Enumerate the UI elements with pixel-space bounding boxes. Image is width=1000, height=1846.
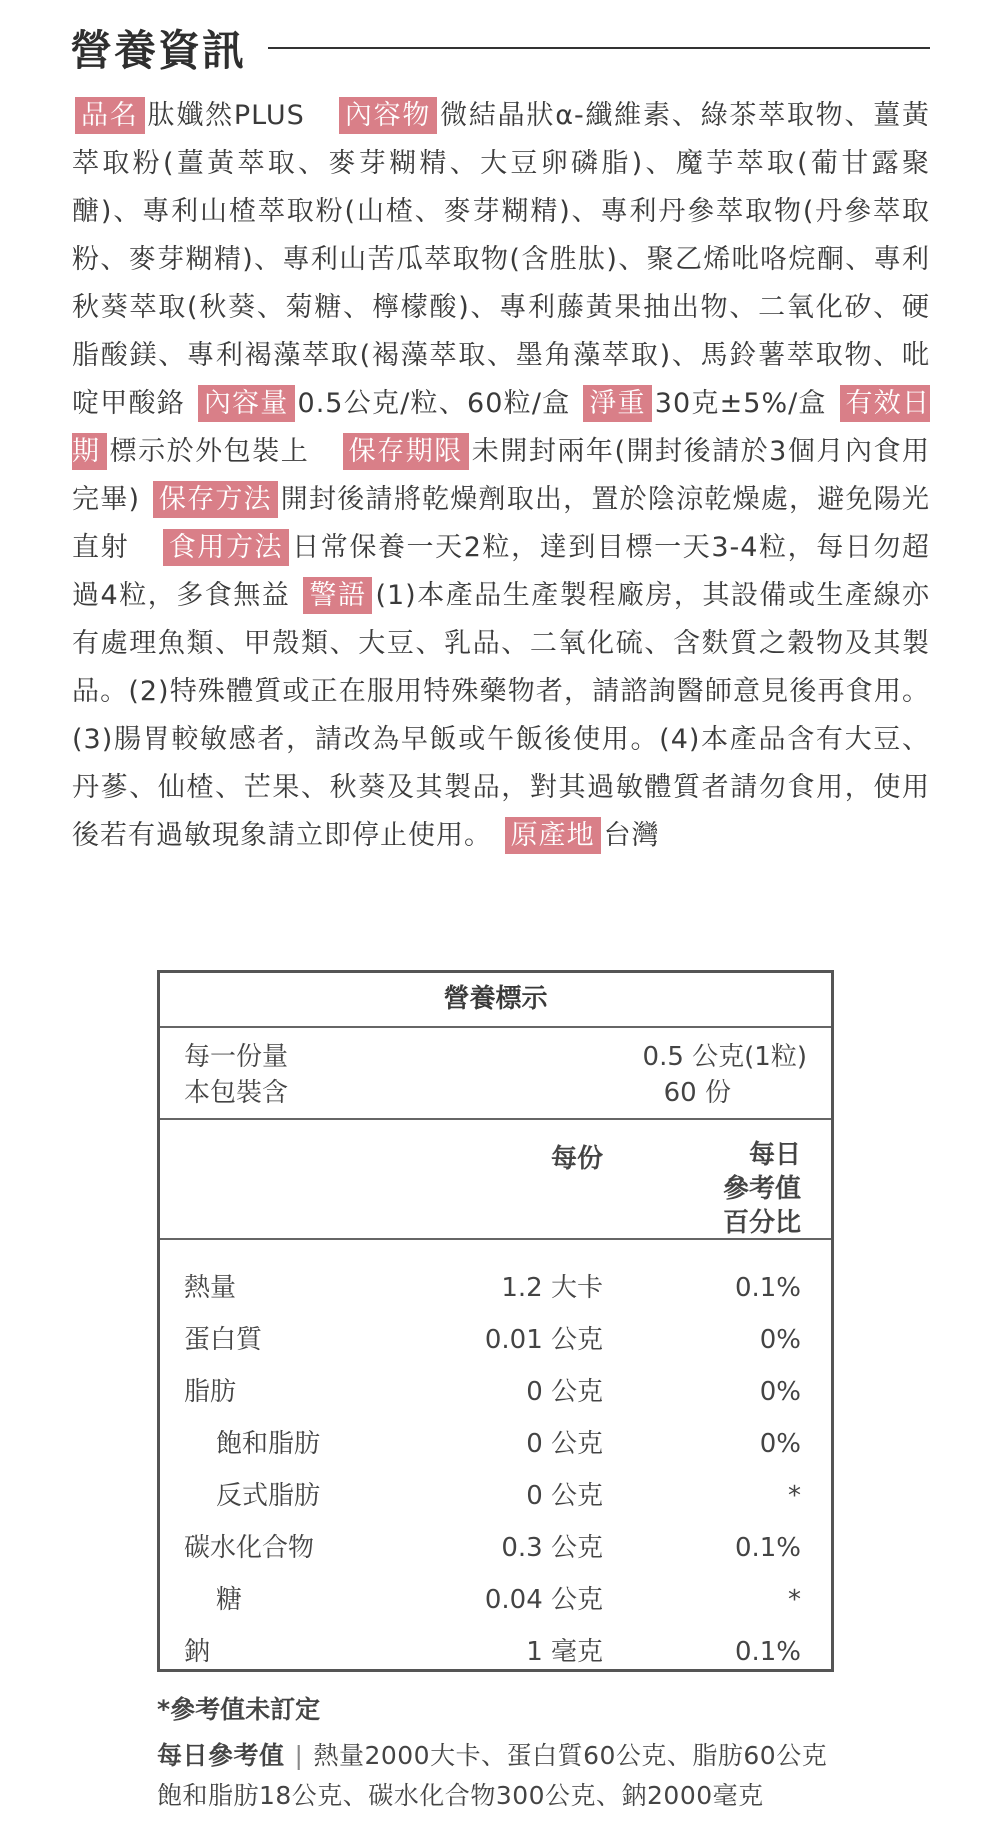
nutrient-name: 反式脂肪	[216, 1481, 321, 1511]
serving-info	[160, 1028, 831, 1120]
nutrient-amount: 0 公克	[526, 1429, 603, 1459]
nutrient-percent: *	[788, 1585, 801, 1615]
table-row	[160, 1366, 831, 1418]
per-serving-header: 每份	[550, 1144, 603, 1174]
contents-tag: 內容物	[339, 97, 437, 134]
nutrient-amount: 1 毫克	[526, 1637, 603, 1667]
product-name-tag: 品名	[75, 97, 145, 134]
nutrition-column-header	[160, 1120, 831, 1240]
daily-reference-values-2: 飽和脂肪18公克、碳水化合物300公克、鈉2000毫克	[157, 1781, 764, 1810]
serving-value: 0.5 公克(1粒)	[642, 1042, 807, 1072]
nutrient-amount: 0.04 公克	[484, 1585, 603, 1615]
separator: |	[294, 1741, 304, 1770]
table-row	[160, 1418, 831, 1470]
nutrition-table	[157, 970, 834, 1672]
usage-value: 日常保養一天2粒，達到目標一天3-4粒，每日勿超過4粒，多食無益	[72, 532, 931, 611]
daily-value-header-line1: 每日	[748, 1140, 801, 1170]
nutrient-name: 飽和脂肪	[216, 1429, 321, 1459]
storage-tag: 保存方法	[153, 481, 278, 518]
capacity-tag: 內容量	[198, 385, 295, 422]
package-value: 60 份	[663, 1078, 731, 1108]
origin-value: 台灣	[603, 820, 660, 851]
warning-value: (1)本產品生產製程廠房，其設備或生產線亦有處理魚類、甲殼類、大豆、乳品、二氧化硫、含麩質之穀物及其製品。(2)特殊體質或正在服用特殊藥物者，請諮詢醫師意見後再食用。(3)腸胃較敏感者，請改為早飯或午飯後使用。(4)本產品含有大豆、丹蔘、仙楂、芒果、秋葵及其製品，對其過敏體質者請勿食用，使用後若有過敏現象請立即停止使用。	[72, 580, 931, 851]
product-name-value: 肽孅然PLUS	[147, 100, 305, 131]
daily-value-header	[723, 1138, 801, 1240]
net-weight-tag: 淨重	[583, 385, 652, 422]
contents-value: 微結晶狀α-纖維素、綠茶萃取物、薑黃萃取粉(薑黃萃取、麥芽糊精、大豆卵磷脂)、魔芋萃取(葡甘露聚醣)、專利山楂萃取粉(山楂、麥芽糊精)、專利丹參萃取物(丹參萃取粉、麥芽糊精)、專利山苦瓜萃取物(含胜肽)、聚乙烯吡咯烷酮、專利秋葵萃取(秋葵、菊糖、檸檬酸)、專利藤黃果抽出物、二氧化矽、硬脂酸鎂、專利褐藻萃取(褐藻萃取、墨角藻萃取)、馬鈴薯萃取物、吡啶甲酸鉻	[72, 100, 930, 419]
table-row	[160, 1522, 831, 1574]
storage-value: 開封後請將乾燥劑取出，置於陰涼乾燥處，避免陽光直射	[72, 484, 930, 563]
table-row	[160, 1626, 831, 1678]
product-info-paragraph	[72, 92, 930, 860]
nutrient-percent: 0%	[759, 1429, 801, 1459]
table-row	[160, 1262, 831, 1314]
nutrient-percent: 0%	[759, 1377, 801, 1407]
footnotes	[157, 1690, 917, 1816]
expiry-value: 標示於外包裝上	[109, 436, 310, 467]
daily-value-header-line3: 百分比	[722, 1208, 801, 1238]
serving-label: 每一份量	[184, 1042, 289, 1072]
expiry-tag: 有效日期	[72, 385, 930, 470]
nutrient-amount: 0 公克	[526, 1377, 603, 1407]
nutrient-name: 蛋白質	[184, 1325, 263, 1355]
nutrient-percent: *	[788, 1481, 801, 1511]
nutrition-table-title: 營養標示	[160, 973, 831, 1028]
usage-tag: 食用方法	[163, 529, 289, 566]
net-weight-value: 30克±5%/盒	[654, 388, 827, 419]
nutrient-name: 熱量	[184, 1273, 237, 1303]
daily-reference-line	[157, 1736, 917, 1776]
nutrient-percent: 0.1%	[734, 1533, 801, 1563]
capacity-value: 0.5公克/粒、60粒/盒	[297, 388, 571, 419]
nutrient-percent: 0.1%	[734, 1273, 801, 1303]
nutrient-name: 碳水化合物	[184, 1533, 315, 1563]
nutrient-name: 脂肪	[184, 1377, 237, 1407]
package-label: 本包裝含	[184, 1078, 289, 1108]
daily-reference-values-1: 熱量2000大卡、蛋白質60公克、脂肪60公克	[313, 1741, 828, 1770]
undefined-reference-note: *參考值未訂定	[157, 1695, 321, 1724]
daily-value-header-line2: 參考值	[722, 1174, 801, 1204]
nutrient-amount: 0 公克	[526, 1481, 603, 1511]
title-divider	[268, 47, 930, 49]
nutrient-name: 糖	[216, 1585, 243, 1615]
shelf-life-value: 未開封兩年(開封後請於3個月內食用完畢)	[72, 436, 931, 515]
daily-reference-label: 每日參考值	[157, 1741, 285, 1770]
table-row	[160, 1470, 831, 1522]
shelf-life-tag: 保存期限	[343, 433, 469, 470]
nutrient-amount: 0.3 公克	[501, 1533, 603, 1563]
section-header	[70, 18, 930, 78]
nutrient-amount: 1.2 大卡	[501, 1273, 603, 1303]
warning-tag: 警語	[303, 577, 372, 614]
nutrient-percent: 0%	[759, 1325, 801, 1355]
table-row	[160, 1574, 831, 1626]
nutrition-rows	[160, 1240, 831, 1678]
origin-tag: 原產地	[505, 817, 601, 854]
table-row	[160, 1314, 831, 1366]
page-title: 營養資訊	[70, 26, 247, 75]
nutrient-percent: 0.1%	[734, 1637, 801, 1667]
nutrient-name: 鈉	[184, 1637, 211, 1667]
nutrient-amount: 0.01 公克	[484, 1325, 603, 1355]
